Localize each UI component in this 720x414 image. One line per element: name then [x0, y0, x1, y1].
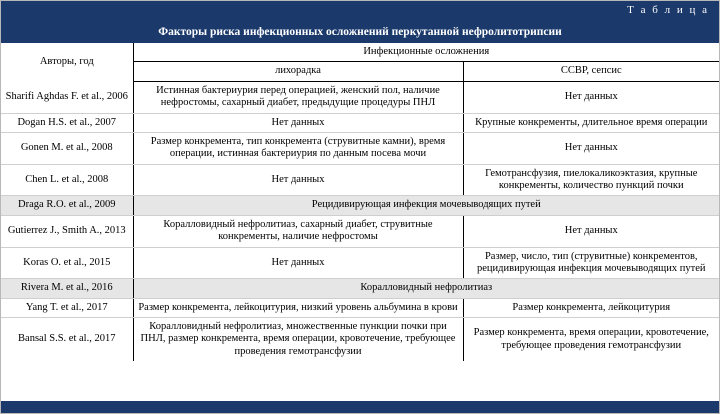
cell-fever: Коралловидный нефролитиаз, множественные пункции почки при ПНЛ, размер конкремента, время операции, кровотечение, требующее проведения гемотрансфузии	[133, 318, 463, 362]
table-row	[1, 215, 719, 247]
table-row-merged	[1, 196, 719, 215]
cell-ssvr: Размер конкремента, время операции, кровотечение, требующее проведения гемотрансфузии	[463, 318, 719, 362]
table-row	[1, 132, 719, 164]
table-row	[1, 298, 719, 317]
cell-authors: Bansal S.S. et al., 2017	[18, 333, 116, 345]
cell-fever: Нет данных	[133, 164, 463, 196]
risk-factors-table	[1, 43, 719, 361]
cell-authors: Yang T. et al., 2017	[1, 298, 133, 317]
table-header-row-1	[1, 43, 719, 62]
table-row	[1, 318, 719, 362]
cell-authors: Chen L. et al., 2008	[1, 164, 133, 196]
cell-fever: Нет данных	[133, 247, 463, 279]
cell-authors: Koras O. et al., 2015	[1, 247, 133, 279]
cell-ssvr: Гемотрансфузия, пиелокаликоэктазия, крупные конкременты, количество пункций почки	[463, 164, 719, 196]
cell-ssvr: Нет данных	[463, 81, 719, 113]
header-authors: Авторы, год	[39, 55, 94, 67]
cell-fever: Истинная бактериурия перед операцией, женский пол, наличие нефростомы, сахарный диабет, предыдущие процедуры ПНЛ	[133, 81, 463, 113]
cell-ssvr: Размер конкремента, лейкоцитурия	[463, 298, 719, 317]
table-row	[1, 164, 719, 196]
cell-ssvr: Крупные конкременты, длительное время операции	[463, 113, 719, 132]
table-container	[1, 43, 719, 361]
table-row-merged	[1, 279, 719, 298]
cell-authors: Rivera M. et al., 2016	[1, 279, 133, 298]
cell-authors: Gonen M. et al., 2008	[1, 132, 133, 164]
table-label: Т а б л и ц а	[627, 4, 709, 16]
cell-fever: Коралловидный нефролитиаз, сахарный диабет, струвитные конкременты, наличие нефростомы	[133, 215, 463, 247]
cell-authors: Draga R.O. et al., 2009	[1, 196, 133, 215]
cell-fever: Размер конкремента, лейкоцитурия, низкий уровень альбумина в крови	[133, 298, 463, 317]
cell-fever: Нет данных	[133, 113, 463, 132]
cell-fever: Размер конкремента, тип конкремента (струвитные камни), время операции, истинная бактериурия по данным посева мочи	[133, 132, 463, 164]
cell-ssvr: Нет данных	[463, 215, 719, 247]
table-row	[1, 81, 719, 113]
cell-merged: Коралловидный нефролитиаз	[133, 279, 719, 298]
cell-authors: Gutierrez J., Smith A., 2013	[1, 215, 133, 247]
page-title: Факторы риска инфекционных осложнений перкутанной нефролитотрипсии	[1, 23, 719, 43]
cell-merged: Рецидивирующая инфекция мочевыводящих путей	[133, 196, 719, 215]
cell-authors: Dogan H.S. et al., 2007	[1, 113, 133, 132]
top-banner	[1, 1, 719, 23]
header-fever: лихорадка	[133, 62, 463, 81]
header-ssvr: ССВР, сепсис	[463, 62, 719, 81]
table-body	[1, 81, 719, 361]
table-row	[1, 113, 719, 132]
cell-authors: Sharifi Aghdas F. et al., 2006	[1, 81, 133, 113]
header-complications: Инфекционные осложнения	[133, 43, 719, 62]
cell-ssvr: Нет данных	[463, 132, 719, 164]
cell-ssvr: Размер, число, тип (струвитные) конкрементов, рецидивирующая инфекция мочевыводящих путей	[463, 247, 719, 279]
bottom-banner	[1, 401, 719, 413]
table-row	[1, 247, 719, 279]
